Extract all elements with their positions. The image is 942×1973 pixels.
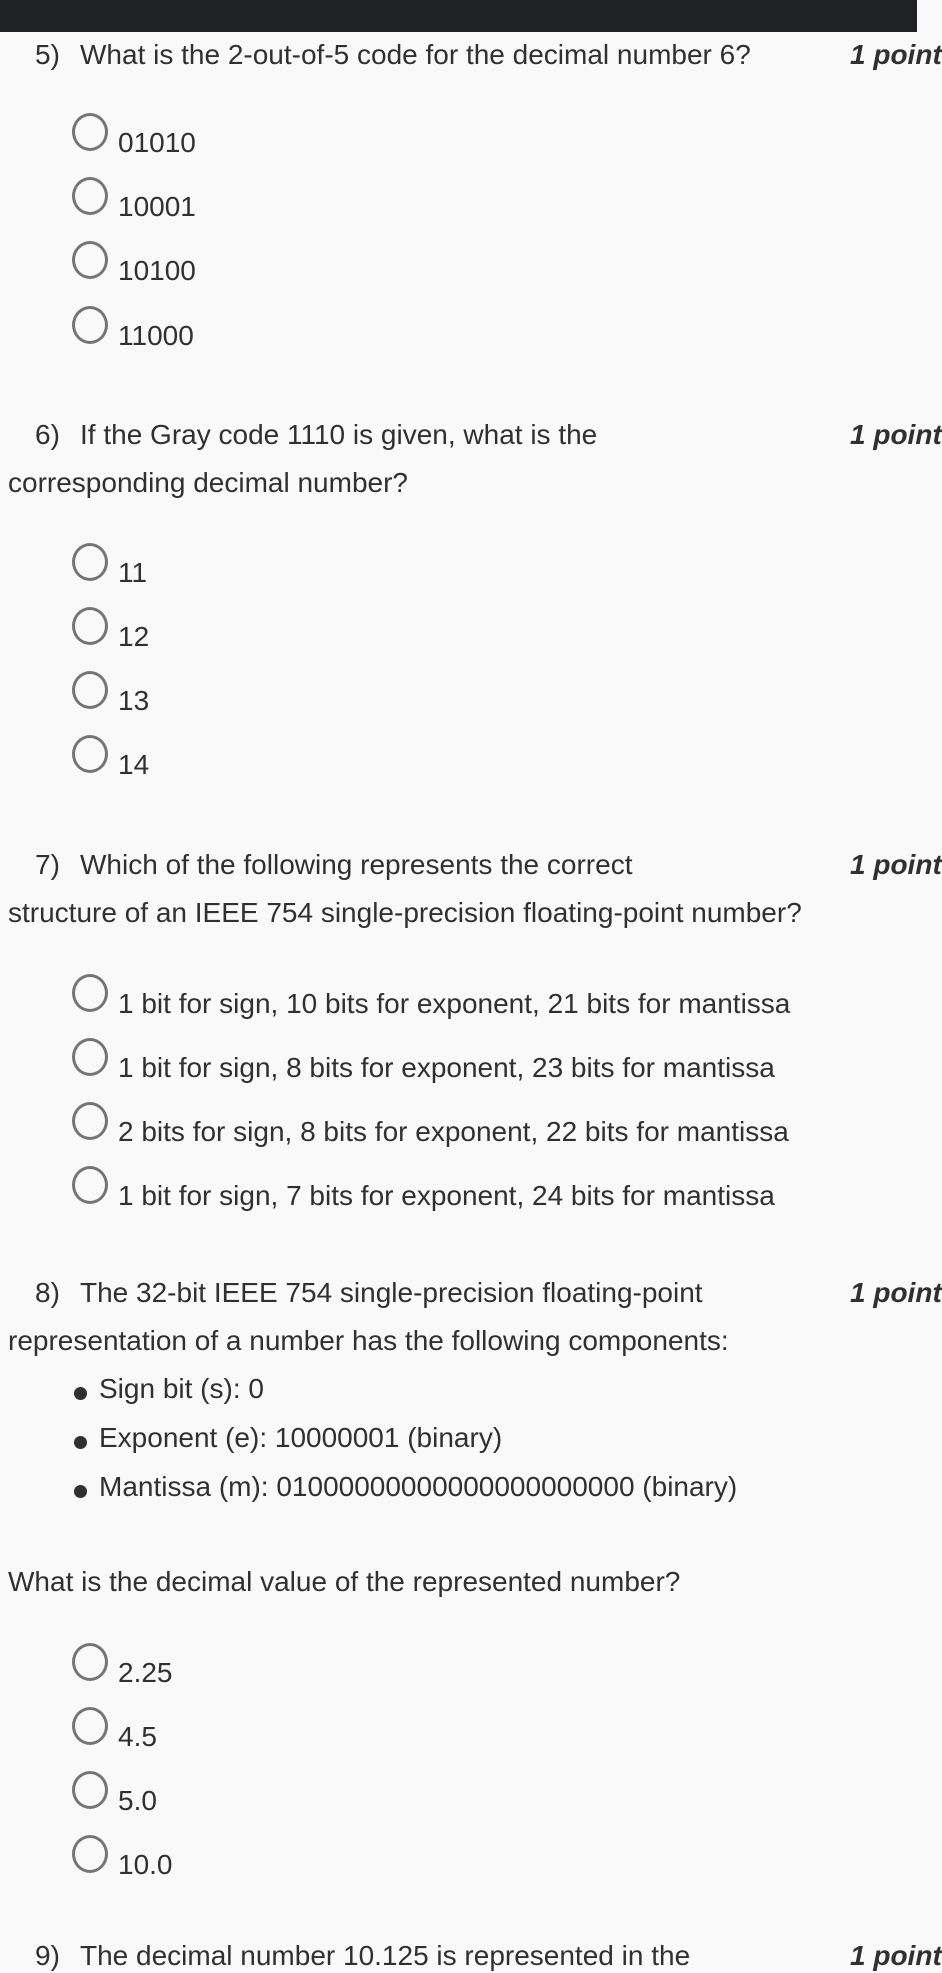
bullet-exponent: Exponent (e): 10000001 (binary) — [99, 1422, 503, 1453]
q8-option-3[interactable]: 5.0 — [72, 1774, 157, 1818]
question-7-text: Which of the following represents the correct — [80, 849, 633, 880]
q5-option-4[interactable]: 11000 — [72, 309, 194, 353]
radio-icon[interactable] — [72, 607, 108, 645]
question-7-text-cont: structure of an IEEE 754 single-precision floating-point number? — [8, 897, 802, 928]
bullet-icon — [74, 1485, 87, 1498]
q8-option-4[interactable]: 10.0 — [72, 1838, 173, 1882]
question-8-points: 1 point — [850, 1277, 942, 1308]
radio-icon[interactable] — [72, 1835, 108, 1873]
q6-option-4[interactable]: 14 — [72, 738, 149, 782]
q5-option-3[interactable]: 10100 — [72, 244, 196, 288]
q7-option-1[interactable]: 1 bit for sign, 10 bits for exponent, 21 bits for mantissa — [72, 977, 790, 1021]
question-8-prompt: What is the decimal value of the represented number? — [8, 1566, 681, 1597]
bullet-mantissa: Mantissa (m): 01000000000000000000000 (binary) — [99, 1471, 738, 1502]
q6-option-3[interactable]: 13 — [72, 674, 149, 718]
question-5-text: What is the 2-out-of-5 code for the decimal number 6? — [80, 39, 751, 70]
q8-option-2[interactable]: 4.5 — [72, 1710, 157, 1754]
radio-icon[interactable] — [72, 1707, 108, 1745]
radio-icon[interactable] — [72, 306, 108, 344]
question-9-number: 9) — [35, 1940, 60, 1971]
q7-option-2[interactable]: 1 bit for sign, 8 bits for exponent, 23 bits for mantissa — [72, 1041, 775, 1085]
question-8-number: 8) — [35, 1277, 60, 1308]
question-6-text-cont: corresponding decimal number? — [8, 467, 408, 498]
radio-icon[interactable] — [72, 1102, 108, 1140]
radio-icon[interactable] — [72, 1166, 108, 1204]
q6-option-1[interactable]: 11 — [72, 546, 147, 590]
radio-icon[interactable] — [72, 241, 108, 279]
radio-icon[interactable] — [72, 1038, 108, 1076]
radio-icon[interactable] — [72, 1643, 108, 1681]
radio-icon[interactable] — [72, 1771, 108, 1809]
question-6-text: If the Gray code 1110 is given, what is the — [80, 419, 598, 450]
radio-icon[interactable] — [72, 671, 108, 709]
question-8-text-cont: representation of a number has the following components: — [8, 1325, 729, 1356]
bullet-sign-bit: Sign bit (s): 0 — [99, 1373, 264, 1404]
question-6-points: 1 point — [850, 419, 942, 450]
q5-option-1[interactable]: 01010 — [72, 116, 196, 160]
question-6-number: 6) — [35, 419, 60, 450]
q8-option-1[interactable]: 2.25 — [72, 1646, 173, 1690]
question-7-points: 1 point — [850, 849, 942, 880]
question-9-text: The decimal number 10.125 is represented in the — [80, 1940, 691, 1971]
radio-icon[interactable] — [72, 177, 108, 215]
top-bar — [0, 0, 917, 32]
q5-option-2[interactable]: 10001 — [72, 180, 196, 224]
question-9-points: 1 point — [850, 1940, 942, 1971]
question-8-text: The 32-bit IEEE 754 single-precision floating-point — [80, 1277, 703, 1308]
radio-icon[interactable] — [72, 974, 108, 1012]
question-5-points: 1 point — [850, 39, 942, 70]
bullet-icon — [74, 1436, 87, 1449]
radio-icon[interactable] — [72, 543, 108, 581]
question-5-number: 5) — [35, 39, 60, 70]
q7-option-4[interactable]: 1 bit for sign, 7 bits for exponent, 24 bits for mantissa — [72, 1169, 775, 1213]
question-7-number: 7) — [35, 849, 60, 880]
radio-icon[interactable] — [72, 113, 108, 151]
bullet-icon — [74, 1387, 87, 1400]
q6-option-2[interactable]: 12 — [72, 610, 149, 654]
q7-option-3[interactable]: 2 bits for sign, 8 bits for exponent, 22 bits for mantissa — [72, 1105, 789, 1149]
radio-icon[interactable] — [72, 735, 108, 773]
